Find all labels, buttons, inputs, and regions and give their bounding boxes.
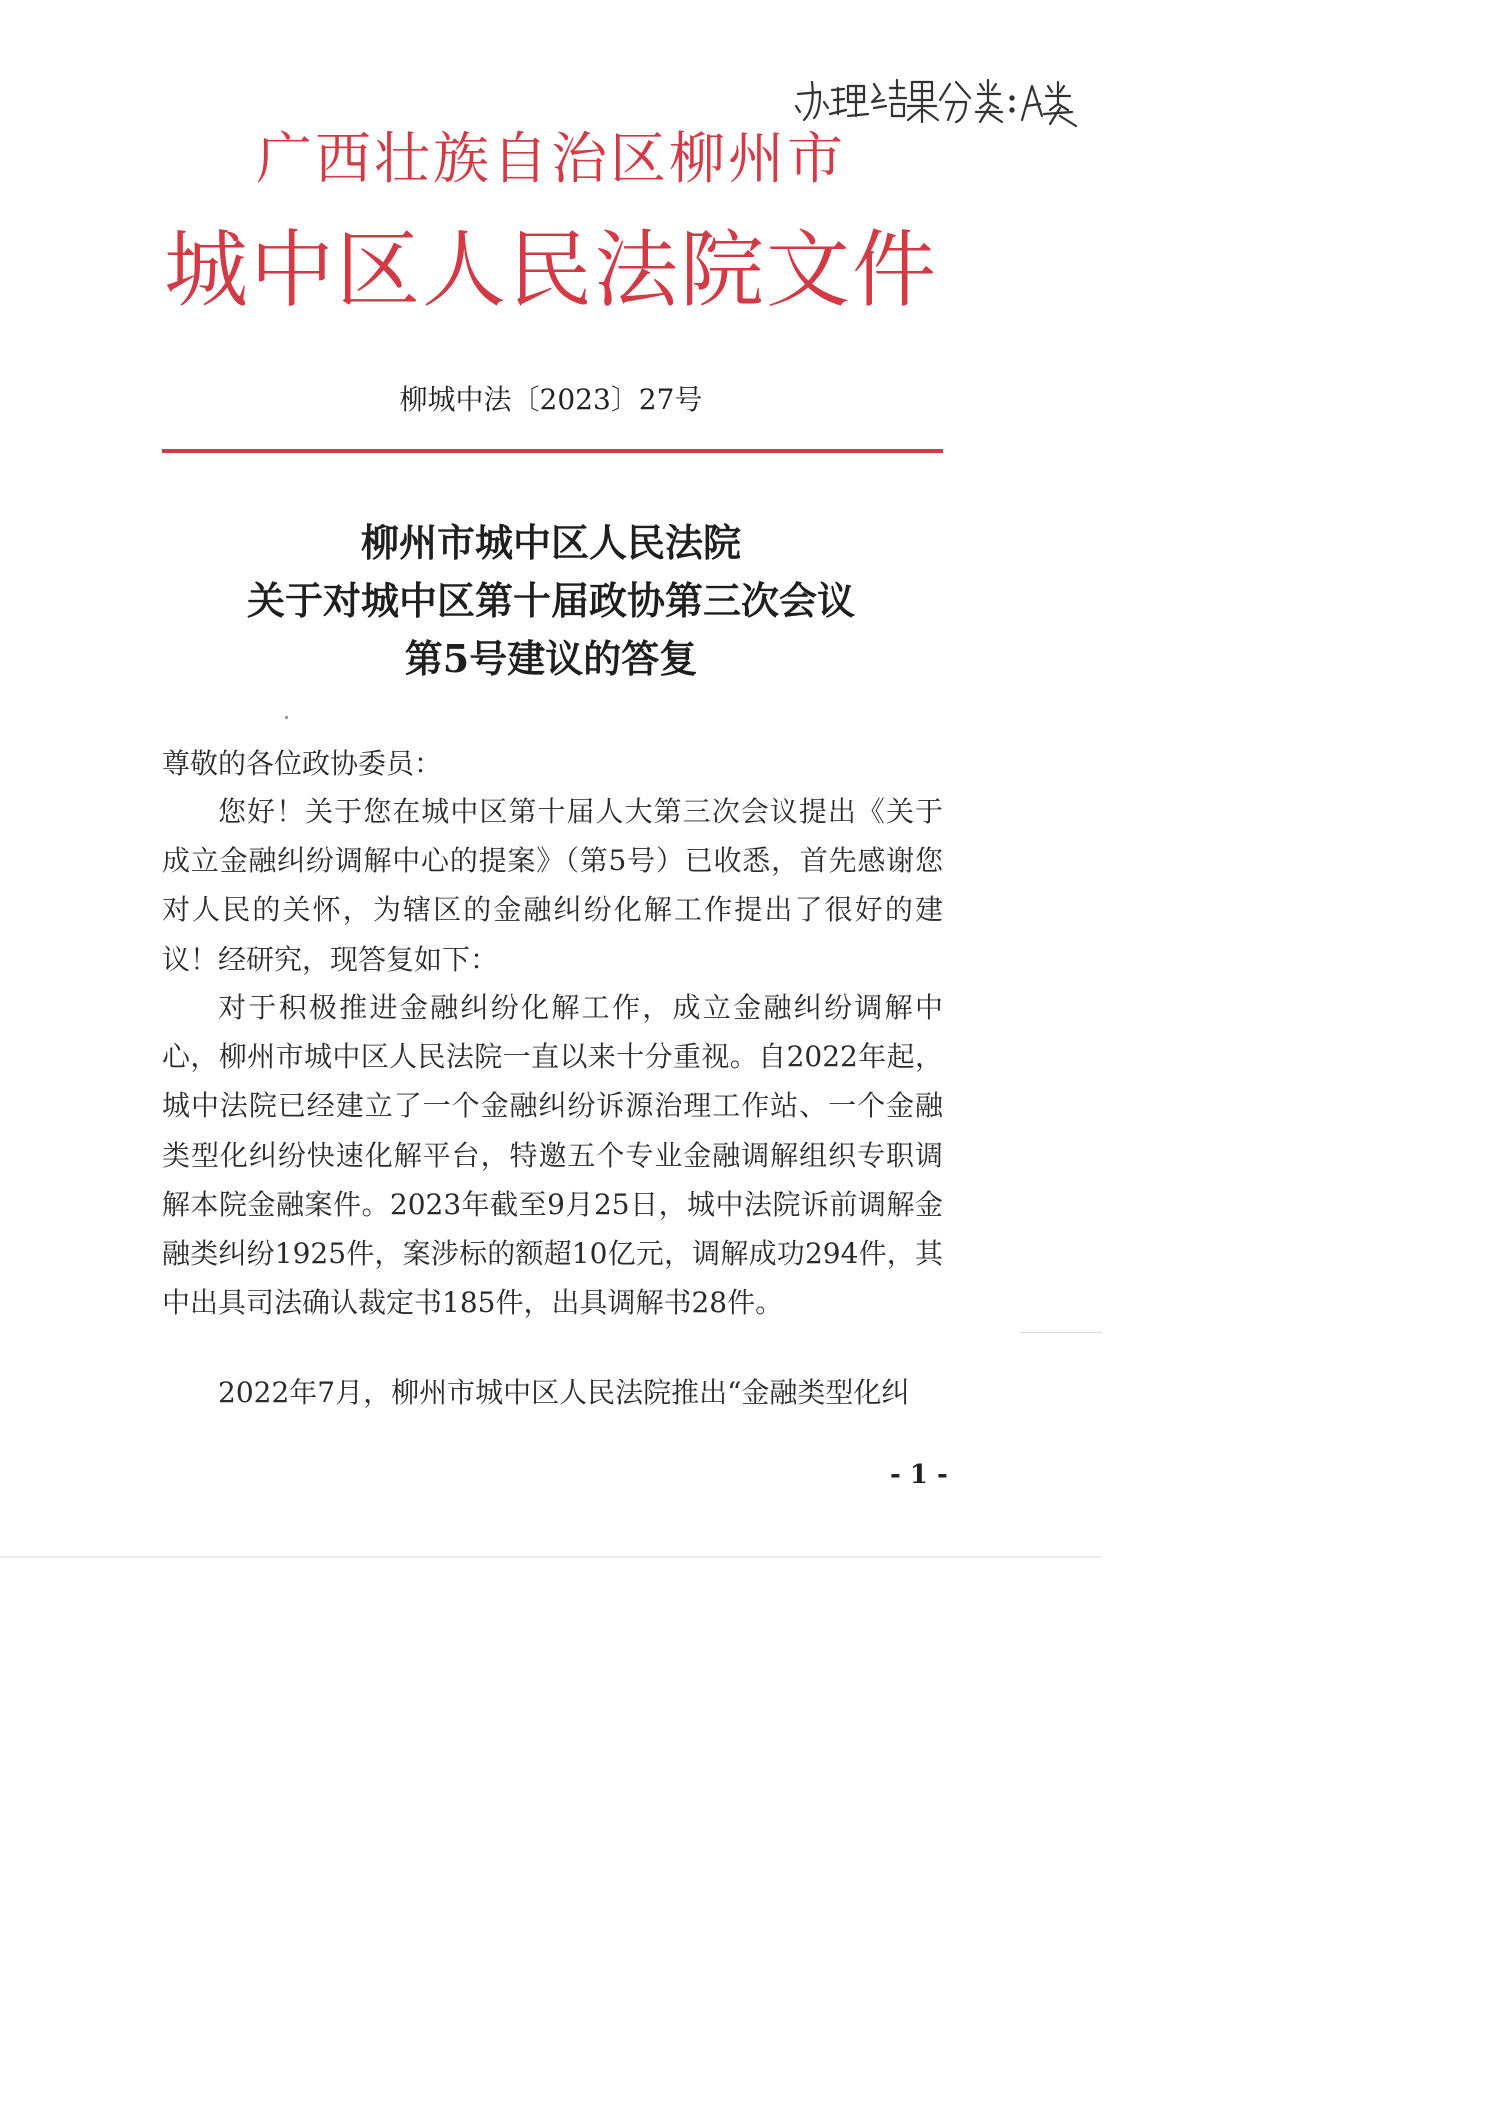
document-number: 柳城中法〔2023〕27号: [399, 383, 703, 416]
body-paragraph-2: 对于积极推进金融纠纷化解工作，成立金融纠纷调解中心，柳州市城中区人民法院一直以来十分重视。自2022年起，城中法院已经建立了一个金融纠纷诉源治理工作站、一个金融类型化纠纷快速化解平台，特邀五个专业金融调解组织专职调解本院金融案件。2023年截至9月25日，城中法院诉前调解金融类纠纷1925件，案涉标的额超10亿元，调解成功294件，其中出具司法确认裁定书185件，出具调解书28件。: [162, 991, 943, 1320]
scan-edge-mark: [1020, 1332, 1102, 1333]
salutation: 尊敬的各位政协委员：: [162, 747, 443, 780]
page-number: - 1 -: [890, 1460, 948, 1490]
handwriting-drawing: [790, 72, 1080, 128]
scan-speck: [285, 716, 288, 719]
issuer-document-header: 城中区人民法院文件: [163, 221, 938, 319]
issuer-region: 广西壮族自治区柳州市: [256, 127, 846, 192]
title-line-2: 关于对城中区第十届政协第三次会议: [246, 578, 855, 623]
body-paragraph-3: 2022年7月，柳州市城中区人民法院推出“金融类型化纠: [218, 1376, 910, 1409]
red-separator-line: [162, 449, 943, 453]
handwritten-annotation: [790, 72, 1080, 128]
body-paragraph-1: 您好！关于您在城中区第十届人大第三次会议提出《关于成立金融纠纷调解中心的提案》（第5号）已收悉，首先感谢您对人民的关怀，为辖区的金融纠纷化解工作提出了很好的建议！经研究，现答复如下：: [162, 795, 943, 976]
scan-bottom-edge: [0, 1556, 1102, 1558]
title-line-1: 柳州市城中区人民法院: [360, 520, 741, 565]
title-line-3: 第5号建议的答复: [404, 636, 698, 681]
